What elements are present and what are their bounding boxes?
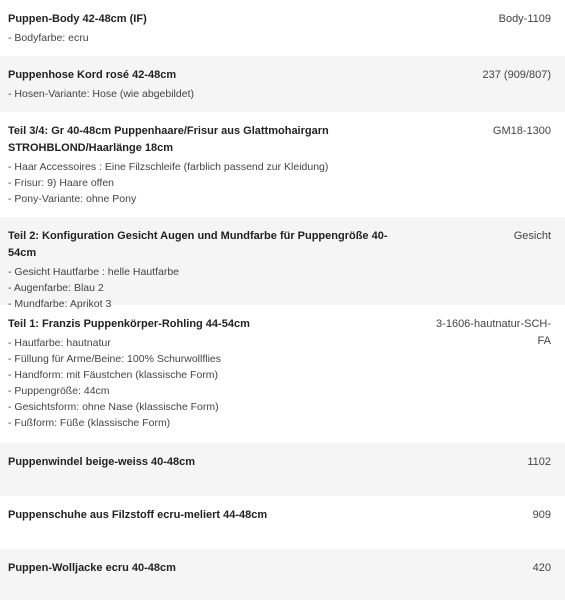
item-title: Teil 3/4: Gr 40-48cm Puppenhaare/Frisur aus Glattmohairgarn STROHBLOND/Haarlänge 18cm bbox=[8, 125, 329, 154]
item-option: - Bodyfarbe: ecru bbox=[8, 32, 89, 44]
item-title: Teil 1: Franzis Puppenkörper-Rohling 44-54cm bbox=[8, 318, 250, 330]
item-options bbox=[8, 159, 551, 207]
item-option: - Frisur: 9) Haare offen bbox=[8, 177, 115, 189]
item-sku: 909 bbox=[532, 509, 551, 521]
item-title: Teil 2: Konfiguration Gesicht Augen und Mundfarbe für Puppengröße 40-54cm bbox=[8, 230, 388, 259]
item-option: - Haar Accessoires : Eine Filzschleife (farblich passend zur Kleidung) bbox=[8, 161, 329, 173]
order-item-row bbox=[0, 56, 565, 112]
item-option: - Fußform: Füße (klassische Form) bbox=[8, 417, 171, 429]
item-option: - Augenfarbe: Blau 2 bbox=[8, 282, 104, 294]
item-title: Puppenhose Kord rosé 42-48cm bbox=[8, 69, 177, 81]
item-sku: 420 bbox=[532, 562, 551, 574]
item-option: - Gesichtsform: ohne Nase (klassische Form) bbox=[8, 401, 219, 413]
item-title: Puppenwindel beige-weiss 40-48cm bbox=[8, 456, 196, 468]
item-sku: GM18-1300 bbox=[492, 125, 551, 137]
order-item-row bbox=[0, 443, 565, 496]
item-title: Puppen-Wolljacke ecru 40-48cm bbox=[8, 562, 176, 574]
item-option: - Pony-Variante: ohne Pony bbox=[8, 193, 137, 205]
item-title: Puppen-Body 42-48cm (IF) bbox=[8, 13, 147, 25]
item-options bbox=[8, 30, 551, 46]
item-sku: Body-1109 bbox=[498, 13, 551, 25]
item-sku: Gesicht bbox=[513, 230, 551, 242]
order-item-row bbox=[0, 112, 565, 217]
item-option: - Gesicht Hautfarbe : helle Hautfarbe bbox=[8, 266, 180, 278]
order-item-row bbox=[0, 0, 565, 56]
item-option: - Füllung für Arme/Beine: 100% Schurwollflies bbox=[8, 353, 222, 365]
item-option: - Hosen-Variante: Hose (wie abgebildet) bbox=[8, 88, 194, 100]
item-options bbox=[8, 86, 551, 102]
item-option: - Hautfarbe: hautnatur bbox=[8, 337, 111, 349]
item-option: - Mundfarbe: Aprikot 3 bbox=[8, 298, 112, 310]
order-item-row bbox=[0, 496, 565, 549]
item-title: Puppenschuhe aus Filzstoff ecru-meliert 44-48cm bbox=[8, 509, 268, 521]
item-option: - Puppengröße: 44cm bbox=[8, 385, 110, 397]
item-sku: 237 (909/807) bbox=[482, 69, 551, 81]
order-item-row bbox=[0, 305, 565, 443]
item-sku: 3-1606-hautnatur-SCH-FA bbox=[436, 318, 551, 347]
order-item-row bbox=[0, 549, 565, 600]
item-sku: 1102 bbox=[527, 456, 551, 468]
item-option: - Handform: mit Fäustchen (klassische Form) bbox=[8, 369, 219, 381]
order-item-row bbox=[0, 217, 565, 310]
